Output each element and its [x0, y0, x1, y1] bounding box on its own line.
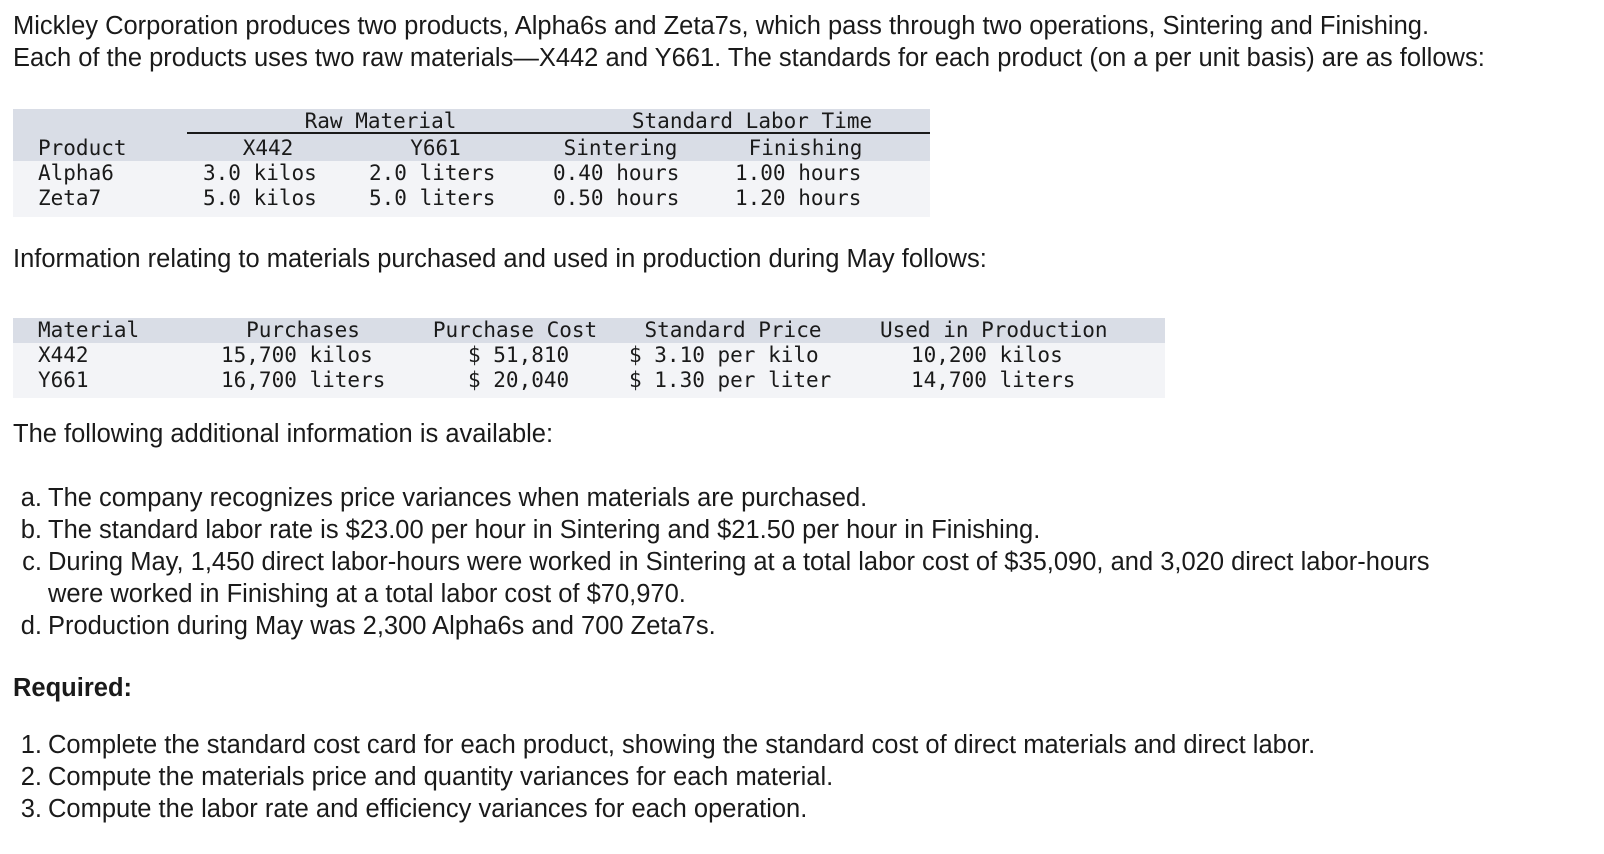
list-item — [9, 761, 1315, 793]
col-header-product: Product — [38, 136, 127, 160]
list-marker: 1. — [20, 731, 42, 759]
row-material: Y661 — [38, 368, 89, 392]
list-marker: b. — [20, 516, 42, 544]
list-marker: a. — [20, 484, 42, 512]
col-header-standard-price: Standard Price — [644, 318, 822, 342]
col-header-finishing: Finishing — [748, 136, 863, 160]
list-item — [9, 610, 1430, 642]
materials-table — [13, 318, 1165, 398]
list-marker: 2. — [20, 763, 42, 791]
col-header-y661: Y661 — [410, 136, 461, 160]
row-product: Zeta7 — [38, 186, 102, 210]
list-item-text: The company recognizes price variances when materials are purchased. — [48, 484, 868, 512]
col-header-material: Material — [38, 318, 140, 342]
col-header-used-in-production: Used in Production — [880, 318, 1108, 342]
row-purchases: 15,700 kilos — [221, 343, 373, 367]
list-item — [9, 514, 1430, 546]
list-item-text: The standard labor rate is $23.00 per hour in Sintering and $21.50 per hour in Finishing. — [48, 516, 1041, 544]
list-item-text: Complete the standard cost card for each product, showing the standard cost of direct materials and direct labor. — [48, 731, 1316, 759]
col-header-purchase-cost: Purchase Cost — [432, 318, 598, 342]
list-item — [9, 729, 1315, 761]
row-used: 10,200 kilos — [911, 343, 1063, 367]
list-item — [9, 482, 1430, 514]
row-sintering: 0.40 hours — [553, 161, 680, 185]
list-item — [9, 546, 1430, 610]
required-list — [9, 729, 1315, 825]
row-finishing: 1.00 hours — [735, 161, 862, 185]
intro-line-1: Mickley Corporation produces two products, Alpha6s and Zeta7s, which pass through two operations, Sintering and Finishing. — [13, 12, 1430, 40]
materials-intro: Information relating to materials purchased and used in production during May follows: — [13, 245, 987, 273]
row-purchases: 16,700 liters — [221, 368, 386, 392]
row-x442: 5.0 kilos — [203, 186, 317, 210]
row-standard-price: $ 3.10 per kilo — [629, 343, 819, 367]
list-marker: d. — [20, 612, 42, 640]
list-item — [9, 793, 1315, 825]
list-item-text: During May, 1,450 direct labor-hours were worked in Sintering at a total labor cost of $35,090, and 3,020 direct labor-hours — [48, 548, 1430, 576]
group-header-raw-material: Raw Material — [304, 109, 457, 133]
row-sintering: 0.50 hours — [553, 186, 680, 210]
required-heading: Required: — [13, 674, 133, 702]
list-item-text: Compute the labor rate and efficiency variances for each operation. — [48, 795, 808, 823]
list-marker: c. — [22, 548, 42, 576]
col-header-x442: X442 — [242, 136, 294, 160]
row-standard-price: $ 1.30 per liter — [629, 368, 832, 392]
col-header-sintering: Sintering — [563, 136, 678, 160]
col-header-purchases: Purchases — [246, 318, 360, 342]
list-item-text: Compute the materials price and quantity variances for each material. — [48, 763, 834, 791]
list-item-text: Production during May was 2,300 Alpha6s and 700 Zeta7s. — [48, 612, 716, 640]
row-material: X442 — [38, 343, 89, 367]
row-purchase-cost: $ 20,040 — [468, 368, 570, 392]
additional-list — [9, 482, 1430, 642]
row-y661: 2.0 liters — [369, 161, 496, 185]
row-product: Alpha6 — [38, 161, 114, 185]
row-purchase-cost: $ 51,810 — [468, 343, 570, 367]
group-header-labor-time: Standard Labor Time — [631, 109, 873, 133]
row-used: 14,700 liters — [911, 368, 1076, 392]
row-x442: 3.0 kilos — [203, 161, 317, 185]
additional-intro: The following additional information is available: — [13, 420, 554, 448]
list-marker: 3. — [20, 795, 42, 823]
row-y661: 5.0 liters — [369, 186, 496, 210]
intro-line-2: Each of the products uses two raw materials—X442 and Y661. The standards for each product (on a per unit basis) are as follows: — [13, 44, 1485, 72]
list-item-text-continued: were worked in Finishing at a total labor cost of $70,970. — [48, 580, 686, 608]
standards-table — [13, 109, 930, 217]
row-finishing: 1.20 hours — [735, 186, 862, 210]
